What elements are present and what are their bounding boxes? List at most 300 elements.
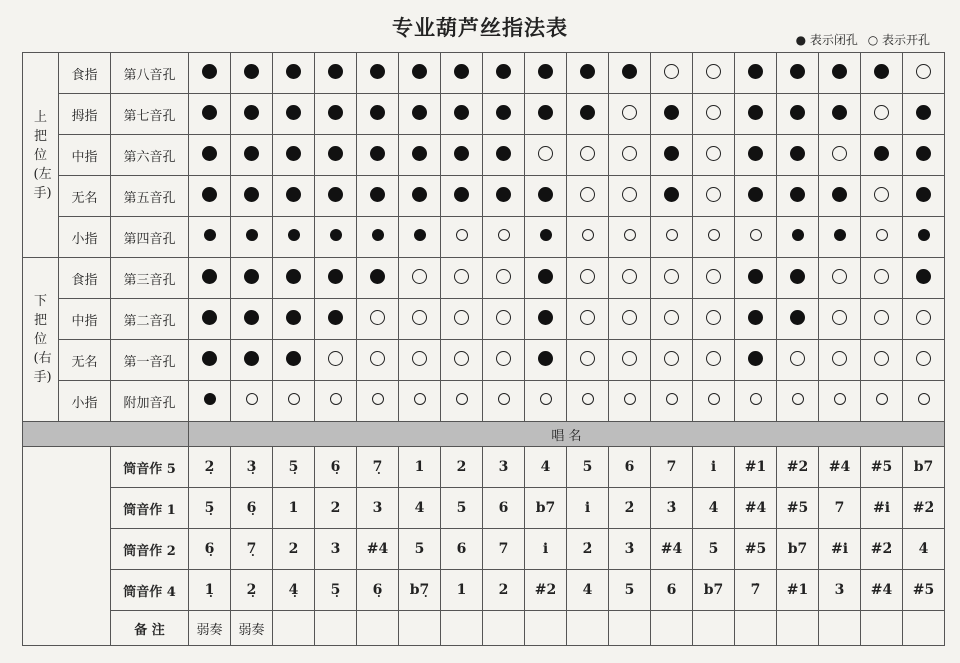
hole-cell bbox=[651, 299, 693, 340]
hole-cell bbox=[903, 340, 945, 381]
note-cell: 2 bbox=[483, 570, 525, 611]
closed-hole-icon bbox=[370, 146, 385, 161]
hole-cell bbox=[609, 299, 651, 340]
hole-cell bbox=[483, 53, 525, 94]
hole-cell bbox=[189, 176, 231, 217]
closed-hole-icon bbox=[748, 64, 763, 79]
hole-cell bbox=[903, 217, 945, 258]
note-cell: 5 bbox=[567, 447, 609, 488]
hole-cell bbox=[609, 53, 651, 94]
hole-cell bbox=[651, 381, 693, 422]
hole-cell bbox=[903, 299, 945, 340]
note-cell: 4̇ bbox=[903, 529, 945, 570]
hole-cell bbox=[693, 340, 735, 381]
closed-hole-icon bbox=[496, 105, 511, 120]
note-cell: 3 bbox=[819, 570, 861, 611]
note-cell: 1 bbox=[441, 570, 483, 611]
hole-cell bbox=[189, 94, 231, 135]
closed-hole-icon bbox=[496, 64, 511, 79]
note-cell: 6 bbox=[651, 570, 693, 611]
hole-cell bbox=[735, 381, 777, 422]
note-cell: 1 bbox=[273, 488, 315, 529]
note-cell: 6 bbox=[441, 529, 483, 570]
fingering-table bbox=[22, 52, 945, 646]
open-hole-icon bbox=[328, 351, 343, 366]
hole-cell bbox=[315, 135, 357, 176]
hole-cell bbox=[357, 176, 399, 217]
open-hole-icon bbox=[708, 393, 720, 405]
hole-cell bbox=[231, 381, 273, 422]
note-cell: 4 bbox=[567, 570, 609, 611]
closed-hole-icon bbox=[288, 229, 300, 241]
closed-hole-icon bbox=[580, 64, 595, 79]
open-hole-icon bbox=[498, 393, 510, 405]
closed-hole-icon bbox=[790, 187, 805, 202]
closed-hole-icon bbox=[580, 105, 595, 120]
open-hole-icon bbox=[330, 393, 342, 405]
hole-cell bbox=[441, 53, 483, 94]
hole-cell bbox=[819, 258, 861, 299]
open-hole-icon bbox=[874, 310, 889, 325]
hole-cell bbox=[651, 340, 693, 381]
hole-cell bbox=[357, 135, 399, 176]
note-cell: 5 bbox=[441, 488, 483, 529]
note-cell: b7̣ bbox=[399, 570, 441, 611]
hole-cell bbox=[819, 340, 861, 381]
note-cell: #4 bbox=[861, 570, 903, 611]
note-cell: b7 bbox=[777, 529, 819, 570]
open-hole-icon bbox=[832, 310, 847, 325]
closed-hole-icon bbox=[244, 187, 259, 202]
hole-cell bbox=[777, 94, 819, 135]
hole-cell bbox=[819, 217, 861, 258]
hole-row bbox=[23, 53, 945, 94]
open-hole-icon bbox=[666, 393, 678, 405]
solfege-band bbox=[23, 422, 945, 447]
closed-hole-icon bbox=[664, 105, 679, 120]
note-cell: 3̇ bbox=[609, 529, 651, 570]
open-hole-icon bbox=[916, 310, 931, 325]
key-label: 筒音作 4 bbox=[111, 570, 189, 611]
hole-cell bbox=[735, 53, 777, 94]
hole-cell bbox=[693, 299, 735, 340]
closed-hole-icon bbox=[622, 64, 637, 79]
note-cell: 4 bbox=[525, 447, 567, 488]
note-cell: 5̇ bbox=[693, 529, 735, 570]
note-cell: 5 bbox=[399, 529, 441, 570]
open-hole-icon bbox=[874, 269, 889, 284]
hole-cell bbox=[399, 94, 441, 135]
open-hole-icon bbox=[750, 393, 762, 405]
hole-cell bbox=[231, 94, 273, 135]
closed-hole-icon bbox=[202, 187, 217, 202]
hole-cell bbox=[861, 94, 903, 135]
closed-hole-icon bbox=[246, 229, 258, 241]
open-hole-icon bbox=[622, 269, 637, 284]
closed-hole-icon bbox=[286, 64, 301, 79]
note-cell: 4̇ bbox=[693, 488, 735, 529]
hole-cell bbox=[273, 340, 315, 381]
note-cell: 3 bbox=[315, 529, 357, 570]
hole-cell bbox=[819, 299, 861, 340]
remark-cell bbox=[357, 611, 399, 646]
closed-hole-icon bbox=[834, 229, 846, 241]
hole-label: 第七音孔 bbox=[111, 94, 189, 135]
hole-cell bbox=[693, 176, 735, 217]
closed-hole-icon bbox=[412, 105, 427, 120]
hole-cell bbox=[525, 53, 567, 94]
hole-cell bbox=[735, 299, 777, 340]
note-cell: #1 bbox=[735, 447, 777, 488]
key-label: 筒音作 5 bbox=[111, 447, 189, 488]
note-cell: 3 bbox=[357, 488, 399, 529]
open-hole-icon bbox=[538, 146, 553, 161]
note-cell: 7̣ bbox=[357, 447, 399, 488]
finger-label: 食指 bbox=[59, 53, 111, 94]
hole-cell bbox=[315, 299, 357, 340]
hole-cell bbox=[231, 217, 273, 258]
closed-hole-icon bbox=[454, 146, 469, 161]
hole-cell bbox=[525, 340, 567, 381]
hole-cell bbox=[357, 94, 399, 135]
hole-cell bbox=[441, 217, 483, 258]
note-cell: #5 bbox=[903, 570, 945, 611]
note-cell: i bbox=[525, 529, 567, 570]
hole-cell bbox=[651, 258, 693, 299]
hole-cell bbox=[861, 176, 903, 217]
hole-cell bbox=[483, 381, 525, 422]
hole-cell bbox=[903, 381, 945, 422]
hole-cell bbox=[903, 94, 945, 135]
open-hole-icon bbox=[540, 393, 552, 405]
closed-hole-icon bbox=[748, 310, 763, 325]
hole-cell bbox=[651, 135, 693, 176]
open-hole-icon bbox=[372, 393, 384, 405]
open-hole-icon bbox=[370, 310, 385, 325]
band-label: 唱 名 bbox=[189, 422, 945, 447]
note-cell: 4̣ bbox=[273, 570, 315, 611]
open-hole-icon bbox=[496, 351, 511, 366]
hole-row bbox=[23, 299, 945, 340]
open-hole-icon bbox=[622, 146, 637, 161]
open-hole-icon bbox=[832, 269, 847, 284]
closed-hole-icon bbox=[454, 187, 469, 202]
note-cell: #4 bbox=[819, 447, 861, 488]
hole-cell bbox=[567, 299, 609, 340]
hole-cell bbox=[651, 176, 693, 217]
note-cell: #2 bbox=[777, 447, 819, 488]
hole-cell bbox=[315, 340, 357, 381]
closed-hole-icon bbox=[790, 146, 805, 161]
note-cell: #4 bbox=[735, 488, 777, 529]
closed-hole-icon bbox=[328, 269, 343, 284]
open-hole-icon bbox=[706, 351, 721, 366]
open-hole-icon bbox=[412, 351, 427, 366]
note-cell: #i bbox=[819, 529, 861, 570]
remark-cell: 弱奏 bbox=[231, 611, 273, 646]
open-hole-icon bbox=[622, 187, 637, 202]
hole-cell bbox=[273, 94, 315, 135]
hole-cell bbox=[819, 381, 861, 422]
closed-hole-icon bbox=[412, 187, 427, 202]
closed-hole-icon bbox=[790, 64, 805, 79]
note-cell: #2 bbox=[525, 570, 567, 611]
open-hole-icon bbox=[706, 187, 721, 202]
closed-hole-icon bbox=[202, 310, 217, 325]
hole-row bbox=[23, 258, 945, 299]
closed-hole-icon bbox=[874, 146, 889, 161]
legend bbox=[790, 31, 930, 48]
group-lower bbox=[23, 258, 59, 422]
legend-closed: ● 表示闭孔 bbox=[795, 33, 858, 47]
open-hole-icon bbox=[624, 393, 636, 405]
note-cell: 7 bbox=[819, 488, 861, 529]
finger-label: 食指 bbox=[59, 258, 111, 299]
hole-cell bbox=[693, 217, 735, 258]
closed-hole-icon bbox=[538, 64, 553, 79]
note-cell: 4 bbox=[399, 488, 441, 529]
note-cell: 5̣ bbox=[315, 570, 357, 611]
open-hole-icon bbox=[454, 351, 469, 366]
closed-hole-icon bbox=[916, 269, 931, 284]
open-hole-icon bbox=[454, 310, 469, 325]
closed-hole-icon bbox=[790, 105, 805, 120]
open-hole-icon bbox=[454, 269, 469, 284]
hole-cell bbox=[441, 176, 483, 217]
hole-cell bbox=[441, 94, 483, 135]
closed-hole-icon bbox=[286, 310, 301, 325]
hole-cell bbox=[861, 340, 903, 381]
remark-cell bbox=[651, 611, 693, 646]
hole-cell bbox=[357, 340, 399, 381]
hole-cell bbox=[567, 53, 609, 94]
hole-cell bbox=[903, 135, 945, 176]
closed-hole-icon bbox=[412, 64, 427, 79]
closed-hole-icon bbox=[370, 187, 385, 202]
closed-hole-icon bbox=[414, 229, 426, 241]
closed-hole-icon bbox=[204, 229, 216, 241]
hole-cell bbox=[861, 299, 903, 340]
hole-cell bbox=[399, 381, 441, 422]
remark-cell bbox=[609, 611, 651, 646]
hole-cell bbox=[609, 176, 651, 217]
hole-cell bbox=[189, 53, 231, 94]
open-hole-icon bbox=[916, 64, 931, 79]
closed-hole-icon bbox=[328, 64, 343, 79]
hole-cell bbox=[315, 53, 357, 94]
closed-hole-icon bbox=[748, 351, 763, 366]
closed-hole-icon bbox=[832, 64, 847, 79]
hole-cell bbox=[231, 299, 273, 340]
finger-label: 小指 bbox=[59, 217, 111, 258]
note-cell: 2 bbox=[315, 488, 357, 529]
note-row bbox=[23, 529, 945, 570]
hole-cell bbox=[609, 381, 651, 422]
note-cell: 6̣ bbox=[357, 570, 399, 611]
hole-cell bbox=[567, 258, 609, 299]
hole-cell bbox=[357, 53, 399, 94]
closed-hole-icon bbox=[538, 351, 553, 366]
hole-cell bbox=[567, 135, 609, 176]
open-hole-icon bbox=[874, 351, 889, 366]
note-cell: 2̇ bbox=[567, 529, 609, 570]
open-hole-icon bbox=[412, 310, 427, 325]
note-cell: #1 bbox=[777, 570, 819, 611]
note-cell: 6 bbox=[609, 447, 651, 488]
group-label: 上把位(左手) bbox=[33, 109, 52, 201]
closed-hole-icon bbox=[370, 64, 385, 79]
hole-row bbox=[23, 135, 945, 176]
closed-hole-icon bbox=[664, 187, 679, 202]
open-hole-icon bbox=[288, 393, 300, 405]
closed-hole-icon bbox=[538, 187, 553, 202]
hole-cell bbox=[651, 53, 693, 94]
hole-cell bbox=[231, 258, 273, 299]
hole-row bbox=[23, 340, 945, 381]
hole-cell bbox=[693, 135, 735, 176]
remark-row bbox=[23, 611, 945, 646]
hole-cell bbox=[483, 299, 525, 340]
hole-cell bbox=[819, 176, 861, 217]
open-hole-icon bbox=[834, 393, 846, 405]
closed-hole-icon bbox=[916, 146, 931, 161]
open-hole-icon bbox=[582, 393, 594, 405]
note-cell: #i bbox=[861, 488, 903, 529]
hole-cell bbox=[567, 176, 609, 217]
remark-cell bbox=[861, 611, 903, 646]
open-hole-icon bbox=[580, 351, 595, 366]
hole-cell bbox=[441, 381, 483, 422]
note-cell: 1̣ bbox=[189, 570, 231, 611]
hole-row bbox=[23, 217, 945, 258]
hole-cell bbox=[777, 217, 819, 258]
hole-label: 第三音孔 bbox=[111, 258, 189, 299]
note-row bbox=[23, 488, 945, 529]
open-hole-icon bbox=[456, 229, 468, 241]
note-row bbox=[23, 447, 945, 488]
hole-label: 第四音孔 bbox=[111, 217, 189, 258]
closed-hole-icon bbox=[328, 105, 343, 120]
note-cell: 2 bbox=[441, 447, 483, 488]
note-cell: 2̣ bbox=[231, 570, 273, 611]
hole-cell bbox=[441, 258, 483, 299]
band-blank bbox=[23, 422, 189, 447]
hole-cell bbox=[735, 217, 777, 258]
hole-cell bbox=[483, 217, 525, 258]
open-hole-icon bbox=[580, 187, 595, 202]
hole-cell bbox=[315, 176, 357, 217]
hole-cell bbox=[777, 53, 819, 94]
hole-cell bbox=[903, 53, 945, 94]
hole-cell bbox=[525, 176, 567, 217]
hole-cell bbox=[693, 381, 735, 422]
hole-cell bbox=[693, 53, 735, 94]
hole-cell bbox=[483, 135, 525, 176]
note-cell: 7̇ bbox=[735, 570, 777, 611]
note-cell: #2̇ bbox=[861, 529, 903, 570]
hole-cell bbox=[525, 217, 567, 258]
note-cell: #5 bbox=[861, 447, 903, 488]
closed-hole-icon bbox=[244, 105, 259, 120]
hole-cell bbox=[819, 135, 861, 176]
note-cell: 3̣ bbox=[231, 447, 273, 488]
note-cell: 6̣ bbox=[231, 488, 273, 529]
remark-cell: 弱奏 bbox=[189, 611, 231, 646]
open-hole-icon bbox=[412, 269, 427, 284]
closed-hole-icon bbox=[916, 187, 931, 202]
remark-cell bbox=[315, 611, 357, 646]
note-cell: b7 bbox=[693, 570, 735, 611]
hole-cell bbox=[609, 258, 651, 299]
closed-hole-icon bbox=[540, 229, 552, 241]
remark-cell bbox=[273, 611, 315, 646]
key-label: 筒音作 1 bbox=[111, 488, 189, 529]
open-hole-icon bbox=[664, 64, 679, 79]
hole-cell bbox=[273, 217, 315, 258]
hole-row bbox=[23, 381, 945, 422]
closed-hole-icon bbox=[286, 351, 301, 366]
open-hole-icon bbox=[706, 146, 721, 161]
closed-hole-icon bbox=[328, 310, 343, 325]
open-hole-icon bbox=[496, 310, 511, 325]
note-cell: 7̣ bbox=[231, 529, 273, 570]
note-cell: 1 bbox=[399, 447, 441, 488]
remark-cell bbox=[903, 611, 945, 646]
group-upper bbox=[23, 53, 59, 258]
open-hole-icon bbox=[622, 351, 637, 366]
open-hole-icon bbox=[580, 269, 595, 284]
hole-cell bbox=[777, 299, 819, 340]
hole-cell bbox=[567, 217, 609, 258]
hole-cell bbox=[399, 299, 441, 340]
hole-cell bbox=[273, 53, 315, 94]
open-hole-icon bbox=[832, 351, 847, 366]
closed-hole-icon bbox=[244, 64, 259, 79]
hole-label: 附加音孔 bbox=[111, 381, 189, 422]
note-cell: 7 bbox=[483, 529, 525, 570]
closed-hole-icon bbox=[790, 269, 805, 284]
remark-cell bbox=[819, 611, 861, 646]
hole-cell bbox=[189, 217, 231, 258]
note-cell: 6̣ bbox=[315, 447, 357, 488]
hole-cell bbox=[903, 258, 945, 299]
note-cell: 3 bbox=[483, 447, 525, 488]
open-hole-icon bbox=[876, 229, 888, 241]
hole-cell bbox=[651, 94, 693, 135]
note-cell: #4 bbox=[357, 529, 399, 570]
hole-cell bbox=[483, 176, 525, 217]
hole-label: 第六音孔 bbox=[111, 135, 189, 176]
hole-cell bbox=[735, 135, 777, 176]
closed-hole-icon bbox=[202, 269, 217, 284]
closed-hole-icon bbox=[286, 187, 301, 202]
open-hole-icon bbox=[246, 393, 258, 405]
key-label: 筒音作 2 bbox=[111, 529, 189, 570]
hole-cell bbox=[273, 381, 315, 422]
open-hole-icon bbox=[664, 269, 679, 284]
remark-cell bbox=[399, 611, 441, 646]
open-hole-icon bbox=[624, 229, 636, 241]
closed-hole-icon bbox=[664, 146, 679, 161]
hole-cell bbox=[273, 258, 315, 299]
hole-cell bbox=[357, 299, 399, 340]
hole-cell bbox=[399, 217, 441, 258]
hole-cell bbox=[861, 53, 903, 94]
remark-cell bbox=[567, 611, 609, 646]
open-hole-icon bbox=[496, 269, 511, 284]
hole-cell bbox=[315, 258, 357, 299]
hole-cell bbox=[525, 94, 567, 135]
